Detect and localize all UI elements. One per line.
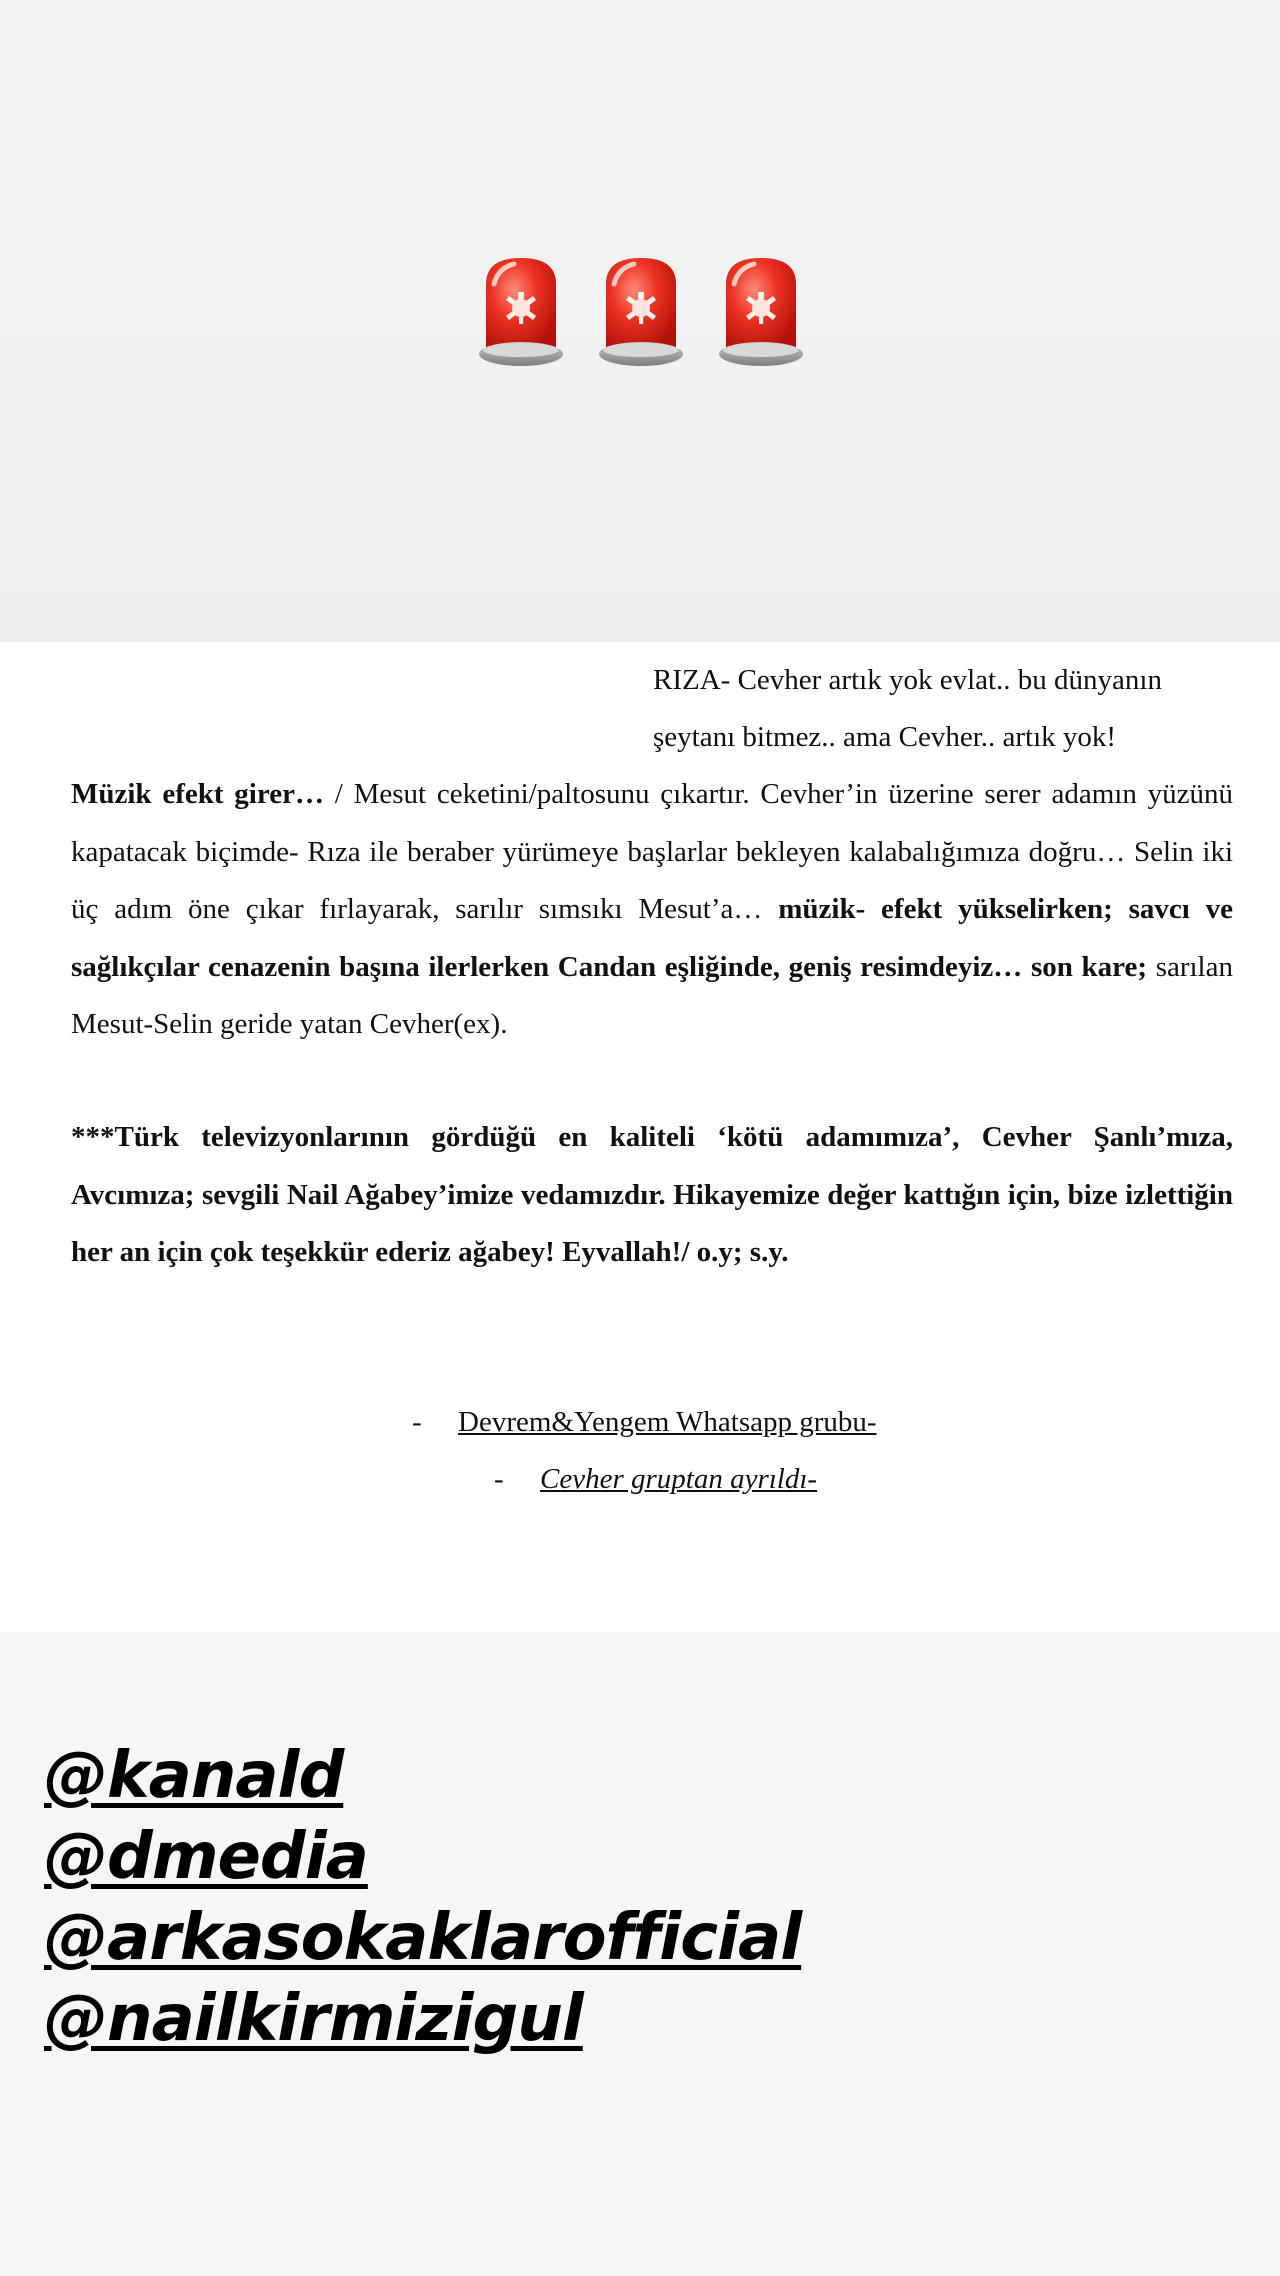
siren-icon <box>598 254 684 374</box>
siren-emoji-row <box>478 254 804 374</box>
siren-icon <box>478 254 564 374</box>
signature-text: Devrem&Yengem Whatsapp grubu- <box>458 1406 877 1438</box>
mention-list <box>44 1736 801 2060</box>
mention-tag[interactable]: @kanald <box>44 1739 344 1813</box>
siren-icon <box>718 254 804 374</box>
signature-dash: - <box>494 1463 504 1495</box>
stage-direction-paragraph <box>71 766 1233 1054</box>
signature-dash: - <box>412 1406 422 1438</box>
mention-tag[interactable]: @arkasokaklarofficial <box>44 1901 802 1975</box>
dialogue-line: şeytanı bitmez.. ama Cevher.. artık yok! <box>653 721 1117 753</box>
direction-text: sarılan Mesut-Selin geride yatan Cevher(ex). <box>71 950 1233 1040</box>
bold-direction: Müzik efekt girer… <box>71 778 324 810</box>
dialogue-block <box>653 652 1253 766</box>
signature-line <box>412 1402 877 1442</box>
mentions-area <box>0 1632 1280 2276</box>
story-header-area <box>0 0 1280 642</box>
dialogue-line: RIZA- Cevher artık yok evlat.. bu dünyanın <box>653 664 1162 696</box>
signature-line <box>494 1459 817 1499</box>
tribute-paragraph: ***Türk televizyonlarının gördüğü en kaliteli ‘kötü adamımıza’, Cevher Şanlı’mıza, Avcımıza; sevgili Nail Ağabey’imize vedamızdır. Hikayemize değer kattığın için, bize izlettiğin her an için çok teşekkür ederiz ağabey! Eyvallah!/ o.y; s.y. <box>71 1121 1233 1268</box>
direction-text: / Mesut ceketini/paltosunu çıkartır. Cevher’in üzerine serer adamın yüzünü kapatacak biçimde- Rıza ile beraber yürümeye başlarlar bekleyen kalabalığımıza doğru… Selin iki üç adım öne çıkar fırlayarak, sarılır sımsıkı Mesut’a… <box>71 778 1233 925</box>
bold-direction: müzik- efekt yükselirken; savcı ve sağlıkçılar cenazenin başına ilerlerken Candan eşliğinde, geniş resimdeyiz… son kare; <box>71 893 1233 983</box>
mention-tag[interactable]: @nailkirmizigul <box>44 1982 583 2056</box>
mention-tag[interactable]: @dmedia <box>44 1820 368 1894</box>
signature-text: Cevher gruptan ayrıldı- <box>540 1463 818 1495</box>
script-document <box>0 642 1280 1632</box>
